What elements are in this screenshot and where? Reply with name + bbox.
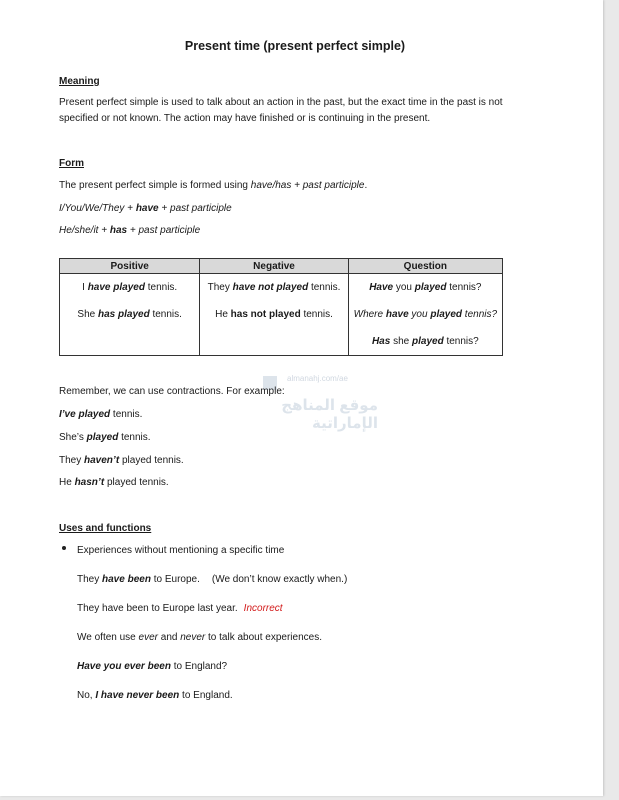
meaning-paragraph <box>59 95 503 127</box>
watermark-url: almanahj.com/ae <box>287 374 348 383</box>
table-row <box>60 274 503 302</box>
contractions-intro: Remember, we can use contractions. For example: <box>59 386 285 397</box>
contraction-example: They haven’t played tennis. <box>59 455 184 466</box>
cell-positive: I have played tennis. <box>60 274 200 302</box>
form-heading: Form <box>59 158 84 169</box>
table-row <box>60 328 503 356</box>
cell-positive <box>60 328 200 356</box>
contraction-example: She’s played tennis. <box>59 432 151 443</box>
contraction-example: I’ve played tennis. <box>59 409 143 420</box>
table-row <box>60 301 503 328</box>
uses-note: We often use ever and never to talk about experiences. <box>77 632 322 643</box>
form-rule-have: I/You/We/They + have + past participle <box>59 203 232 214</box>
cell-negative <box>200 328 348 356</box>
cell-negative: He has not played tennis. <box>200 301 348 328</box>
meaning-line-2: specified or not known. The action may have finished or is continuing in the present. <box>59 113 431 124</box>
uses-heading: Uses and functions <box>59 523 152 534</box>
cell-question: Has she played tennis? <box>348 328 502 356</box>
grammar-table <box>59 258 503 356</box>
uses-example: No, I have never been to England. <box>77 690 233 701</box>
cell-question: Have you played tennis? <box>348 274 502 302</box>
header-positive: Positive <box>60 259 200 274</box>
uses-example: Have you ever been to England? <box>77 661 228 672</box>
page-title: Present time (present perfect simple) <box>184 39 406 53</box>
table-header-row <box>60 259 503 274</box>
incorrect-label: Incorrect <box>243 603 283 614</box>
header-negative: Negative <box>200 259 348 274</box>
bullet-icon <box>62 546 66 550</box>
watermark-logo <box>263 372 378 432</box>
form-intro: The present perfect simple is formed using have/has + past participle. <box>59 180 368 191</box>
watermark-text: موقع المناهج الإماراتية <box>281 397 378 432</box>
contraction-example: He hasn’t played tennis. <box>59 477 169 488</box>
form-rule-has: He/she/it + has + past participle <box>59 225 201 236</box>
header-question: Question <box>348 259 502 274</box>
cell-positive: She has played tennis. <box>60 301 200 328</box>
meaning-heading: Meaning <box>59 76 100 87</box>
uses-example-incorrect: They have been to Europe last year. Incorrect <box>77 603 283 614</box>
uses-example: They have been to Europe. (We don’t know exactly when.) <box>77 574 348 585</box>
cell-question: Where have you played tennis? <box>348 301 502 328</box>
meaning-line-1: Present perfect simple is used to talk about an action in the past, but the exact time in the past is not <box>59 97 503 108</box>
cell-negative: They have not played tennis. <box>200 274 348 302</box>
uses-bullet-1: Experiences without mentioning a specific time <box>77 545 285 556</box>
